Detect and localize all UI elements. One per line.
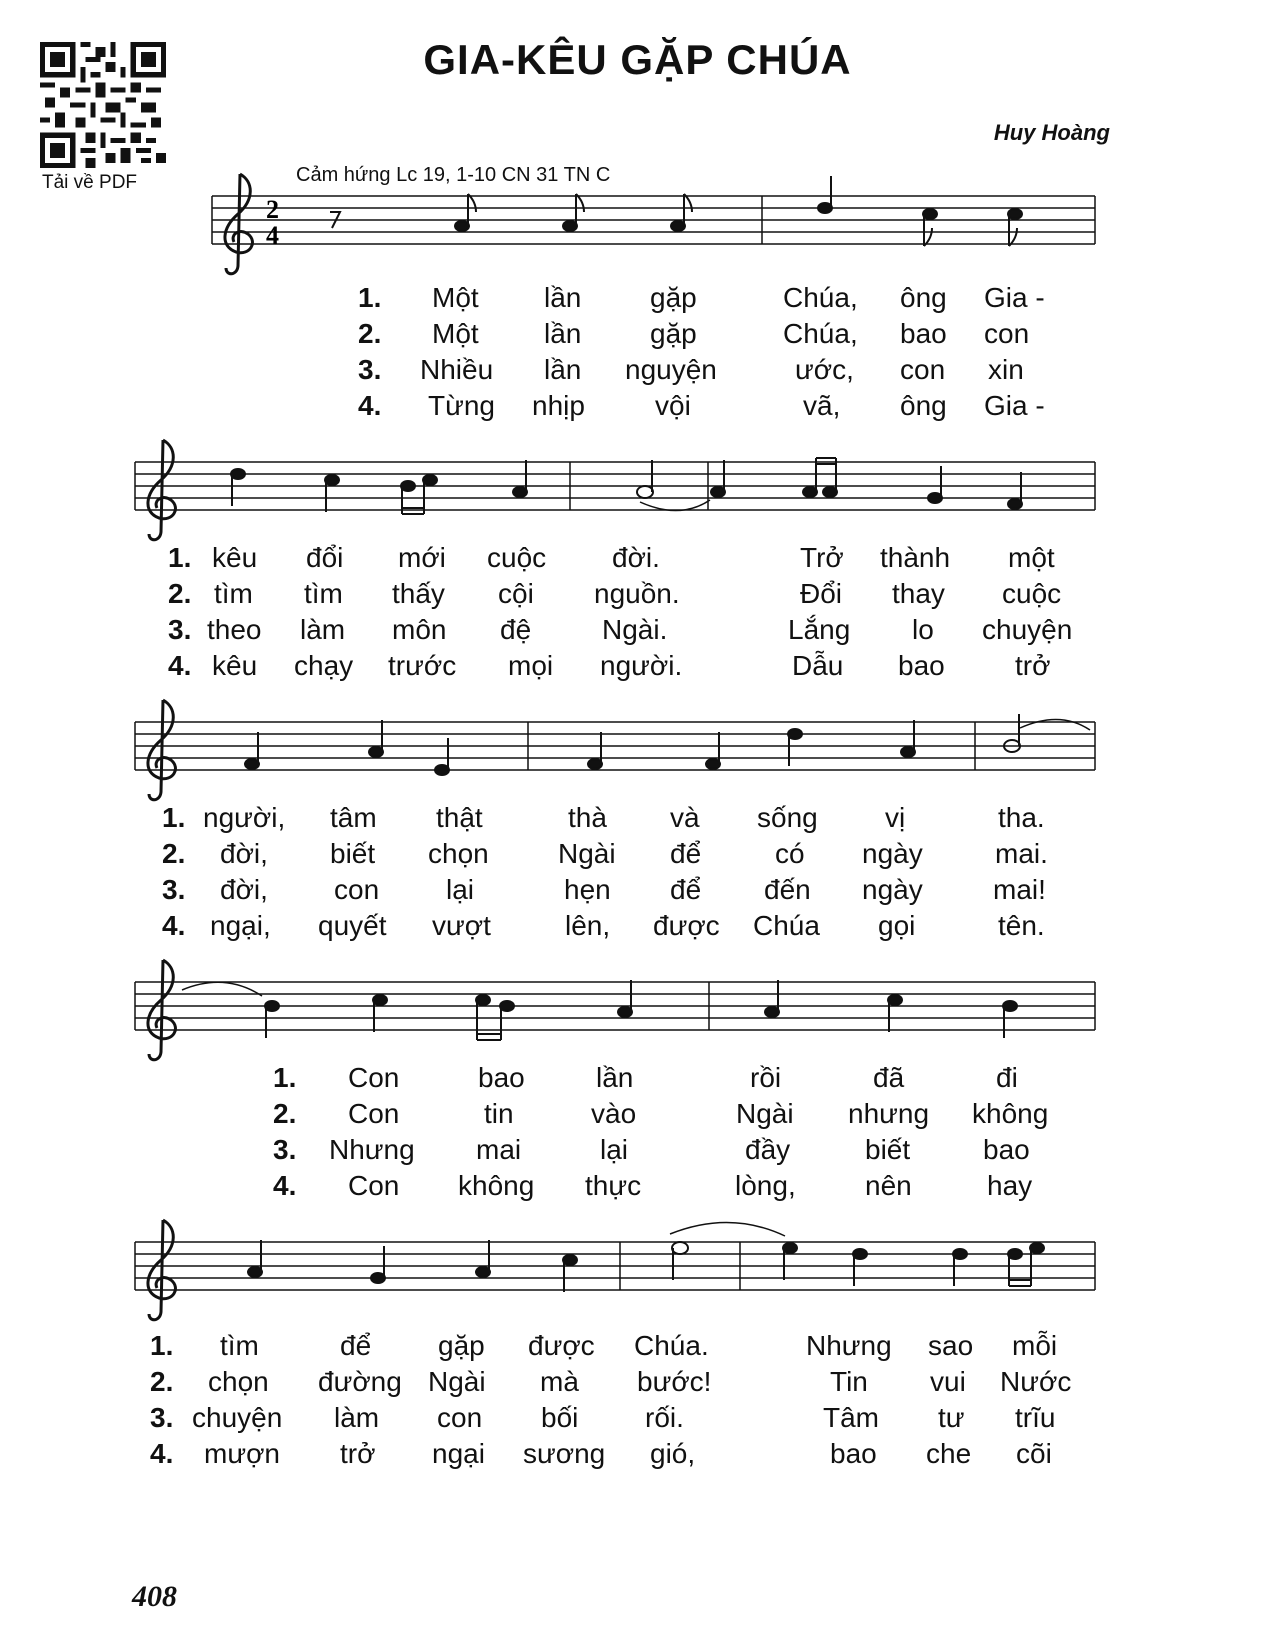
- lyric-word: ngày: [862, 874, 923, 905]
- lyric-word: hẹn: [564, 874, 611, 905]
- lyric-word: mỗi: [1012, 1330, 1058, 1361]
- lyric-word: biết: [865, 1134, 911, 1165]
- lyric-word: Ngài: [558, 838, 616, 869]
- lyric-word: tư: [938, 1402, 965, 1433]
- verse-number: 2.: [162, 838, 186, 869]
- lyric-word: chuyện: [982, 614, 1073, 645]
- verse-number: 2.: [150, 1366, 174, 1397]
- lyric-word: Tâm: [823, 1402, 879, 1433]
- lyric-word: thay: [892, 578, 945, 609]
- lyric-word: lần: [544, 318, 582, 349]
- lyric-word: Trở: [800, 542, 844, 573]
- lyric-word: mọi: [508, 650, 554, 681]
- lyric-word: làm: [334, 1402, 380, 1433]
- lyric-word: làm: [300, 614, 346, 645]
- lyric-word: nguyện: [625, 354, 717, 385]
- lyric-word: con: [984, 318, 1030, 349]
- lyric-word: rối.: [645, 1402, 684, 1433]
- lyric-word: Ngài: [428, 1366, 486, 1397]
- lyric-word: ngày: [862, 838, 923, 869]
- lyric-word: sống: [757, 802, 818, 833]
- verse-number: 3.: [358, 354, 382, 385]
- lyric-word: sương: [523, 1438, 606, 1469]
- staff-system-1: [212, 196, 1095, 244]
- lyric-word: vượt: [432, 910, 491, 941]
- lyric-word: nên: [865, 1170, 912, 1201]
- verse-number: 1.: [162, 802, 186, 833]
- verse-number: 2.: [273, 1098, 297, 1129]
- lyric-word: lại: [446, 874, 475, 905]
- lyric-word: Chúa,: [783, 282, 858, 313]
- lyric-word: Con: [348, 1098, 400, 1129]
- lyric-word: Chúa.: [634, 1330, 709, 1361]
- lyric-word: vị: [885, 802, 906, 833]
- lyric-word: đầy: [745, 1134, 791, 1165]
- lyric-word: vội: [655, 390, 691, 421]
- verse-number: 3.: [273, 1134, 297, 1165]
- lyric-word: đời.: [612, 542, 660, 573]
- lyric-word: Nhưng: [329, 1134, 415, 1165]
- lyric-word: vã,: [803, 390, 841, 421]
- lyric-word: trở: [1015, 650, 1051, 681]
- lyric-word: đã: [873, 1062, 905, 1093]
- lyric-word: người,: [203, 802, 286, 833]
- lyric-word: Ngài: [736, 1098, 794, 1129]
- lyric-word: nguồn.: [594, 578, 680, 609]
- lyric-word: gió,: [650, 1438, 696, 1469]
- lyric-word: bao: [898, 650, 945, 681]
- lyric-word: nhưng: [848, 1098, 930, 1129]
- lyric-word: trở: [340, 1438, 376, 1469]
- lyric-word: bước!: [637, 1366, 712, 1397]
- treble-clef-icon: [148, 440, 176, 540]
- staff-system-2: [135, 462, 1095, 510]
- verse-number: 4.: [358, 390, 382, 421]
- treble-clef-icon: [148, 1220, 176, 1320]
- lyric-word: tìm: [220, 1330, 259, 1361]
- treble-clef-icon: [148, 960, 176, 1060]
- lyric-word: tha.: [998, 802, 1045, 833]
- lyric-word: con: [334, 874, 380, 905]
- lyric-word: xin: [988, 354, 1024, 385]
- lyric-word: cuộc: [1002, 578, 1062, 609]
- lyric-word: lần: [596, 1062, 634, 1093]
- lyric-word: để: [340, 1330, 372, 1361]
- lyric-word: đệ: [500, 614, 532, 645]
- lyric-word: ngại,: [210, 910, 271, 941]
- treble-clef-icon: [225, 174, 253, 274]
- lyric-word: tìm: [304, 578, 343, 609]
- lyric-word: trĩu: [1015, 1402, 1056, 1433]
- time-signature-top: 2: [266, 195, 279, 224]
- verse-number: 1.: [358, 282, 382, 313]
- lyric-word: cõi: [1016, 1438, 1052, 1469]
- lyric-word: vào: [591, 1098, 637, 1129]
- lyric-word: thấy: [392, 578, 445, 609]
- staff-system-3: [135, 722, 1095, 770]
- lyric-word: không: [972, 1098, 1049, 1129]
- lyric-word: người.: [600, 650, 683, 681]
- verse-number: 1.: [273, 1062, 297, 1093]
- lyric-word: thật: [436, 802, 483, 833]
- lyric-word: Gia -: [984, 282, 1045, 313]
- lyric-word: cội: [498, 578, 534, 609]
- lyric-word: Con: [348, 1062, 400, 1093]
- notes-system-5: [248, 1222, 1044, 1292]
- lyric-word: mai!: [993, 874, 1046, 905]
- lyric-word: mai: [476, 1134, 522, 1165]
- lyric-word: gặp: [438, 1330, 485, 1361]
- lyric-word: Chúa: [753, 910, 820, 941]
- lyric-word: con: [900, 354, 946, 385]
- lyric-word: hay: [987, 1170, 1033, 1201]
- lyric-word: mới: [398, 542, 446, 573]
- lyric-word: Chúa,: [783, 318, 858, 349]
- lyric-word: biết: [330, 838, 376, 869]
- lyric-word: bao: [900, 318, 947, 349]
- notes-system-4: [182, 980, 1017, 1040]
- verse-number: 4.: [150, 1438, 174, 1469]
- lyric-word: thành: [880, 542, 951, 573]
- verse-number: 4.: [162, 910, 186, 941]
- lyric-word: quyết: [318, 910, 387, 941]
- lyric-word: mượn: [204, 1438, 281, 1469]
- lyric-word: gặp: [650, 282, 697, 313]
- verse-number: 3.: [162, 874, 186, 905]
- lyric-word: được: [528, 1330, 595, 1361]
- lyric-word: tìm: [214, 578, 253, 609]
- lyric-word: Con: [348, 1170, 400, 1201]
- lyric-word: bao: [830, 1438, 877, 1469]
- staff-system-5: [135, 1242, 1095, 1290]
- lyric-word: đổi: [306, 542, 344, 573]
- lyric-word: trước: [388, 650, 457, 681]
- lyric-word: sao: [928, 1330, 974, 1361]
- lyric-word: tên.: [998, 910, 1045, 941]
- lyric-word: ông: [900, 390, 947, 421]
- lyric-word: bao: [478, 1062, 525, 1093]
- lyric-word: vui: [930, 1366, 966, 1397]
- lyric-word: không: [458, 1170, 535, 1201]
- download-pdf-link[interactable]: Tải về PDF: [42, 172, 138, 193]
- lyric-word: thực: [585, 1170, 642, 1201]
- lyric-word: chọn: [208, 1366, 269, 1397]
- lyric-word: rồi: [750, 1062, 782, 1093]
- lyric-word: kêu: [212, 542, 258, 573]
- lyric-word: Lắng: [788, 614, 851, 645]
- lyric-word: gọi: [878, 910, 916, 941]
- verse-number: 4.: [168, 650, 192, 681]
- lyric-word: kêu: [212, 650, 258, 681]
- notes-system-1: [330, 176, 1022, 246]
- lyric-word: đường: [318, 1366, 402, 1397]
- lyric-word: ông: [900, 282, 947, 313]
- lyric-word: Một: [432, 282, 479, 313]
- lyric-word: chọn: [428, 838, 489, 869]
- lyric-word: đời,: [220, 838, 268, 869]
- lyric-word: ngại: [432, 1438, 485, 1469]
- lyric-word: mà: [540, 1366, 579, 1397]
- inspiration-note: Cảm hứng Lc 19, 1-10 CN 31 TN C: [296, 164, 611, 186]
- lyric-word: Đổi: [800, 578, 843, 609]
- lyric-word: Dẫu: [792, 650, 844, 681]
- verse-number: 3.: [168, 614, 192, 645]
- verse-number: 2.: [358, 318, 382, 349]
- page-number: 408: [132, 1580, 177, 1613]
- lyric-word: Nước: [1000, 1366, 1072, 1397]
- lyric-word: mai.: [995, 838, 1048, 869]
- lyric-word: tâm: [330, 802, 377, 833]
- lyric-word: Ngài.: [602, 614, 668, 645]
- lyric-word: con: [437, 1402, 483, 1433]
- lyric-word: và: [670, 802, 700, 833]
- lyric-word: thà: [568, 802, 607, 833]
- verse-number: 3.: [150, 1402, 174, 1433]
- lyric-word: đến: [764, 874, 811, 905]
- lyric-word: nhịp: [532, 390, 585, 421]
- lyric-word: Nhưng: [806, 1330, 892, 1361]
- lyric-word: chuyện: [192, 1402, 283, 1433]
- song-title: GIA-KÊU GẶP CHÚA: [423, 36, 852, 83]
- lyric-word: lần: [544, 282, 582, 313]
- lyric-word: một: [1008, 542, 1055, 573]
- time-signature-bottom: 4: [266, 221, 279, 250]
- lyric-word: Gia -: [984, 390, 1045, 421]
- notes-system-3: [245, 714, 1090, 775]
- lyric-word: lại: [600, 1134, 629, 1165]
- verse-number: 1.: [150, 1330, 174, 1361]
- lyric-word: lòng,: [735, 1170, 796, 1201]
- lyric-word: để: [670, 874, 702, 905]
- lyric-word: chạy: [294, 650, 354, 681]
- lyric-word: Nhiều: [420, 354, 494, 385]
- lyric-word: lần: [544, 354, 582, 385]
- verse-number: 2.: [168, 578, 192, 609]
- lyric-word: đời,: [220, 874, 268, 905]
- composer-name: Huy Hoàng: [993, 120, 1110, 145]
- verse-number: 1.: [168, 542, 192, 573]
- lyric-word: đi: [996, 1062, 1018, 1093]
- lyric-word: tin: [484, 1098, 514, 1129]
- lyric-word: có: [775, 838, 805, 869]
- verse-number: 4.: [273, 1170, 297, 1201]
- lyric-word: che: [926, 1438, 972, 1469]
- lyric-word: lên,: [565, 910, 611, 941]
- lyric-word: bao: [983, 1134, 1030, 1165]
- lyric-word: được: [653, 910, 720, 941]
- lyric-word: để: [670, 838, 702, 869]
- treble-clef-icon: [148, 700, 176, 800]
- lyric-word: Một: [432, 318, 479, 349]
- lyric-word: Từng: [428, 390, 495, 421]
- lyric-word: Tin: [830, 1366, 868, 1397]
- lyric-word: gặp: [650, 318, 697, 349]
- lyric-word: môn: [392, 614, 447, 645]
- lyric-word: cuộc: [487, 542, 547, 573]
- lyric-word: lo: [912, 614, 934, 645]
- lyric-word: theo: [207, 614, 262, 645]
- lyric-word: ước,: [795, 354, 854, 385]
- lyric-word: bối: [541, 1402, 579, 1433]
